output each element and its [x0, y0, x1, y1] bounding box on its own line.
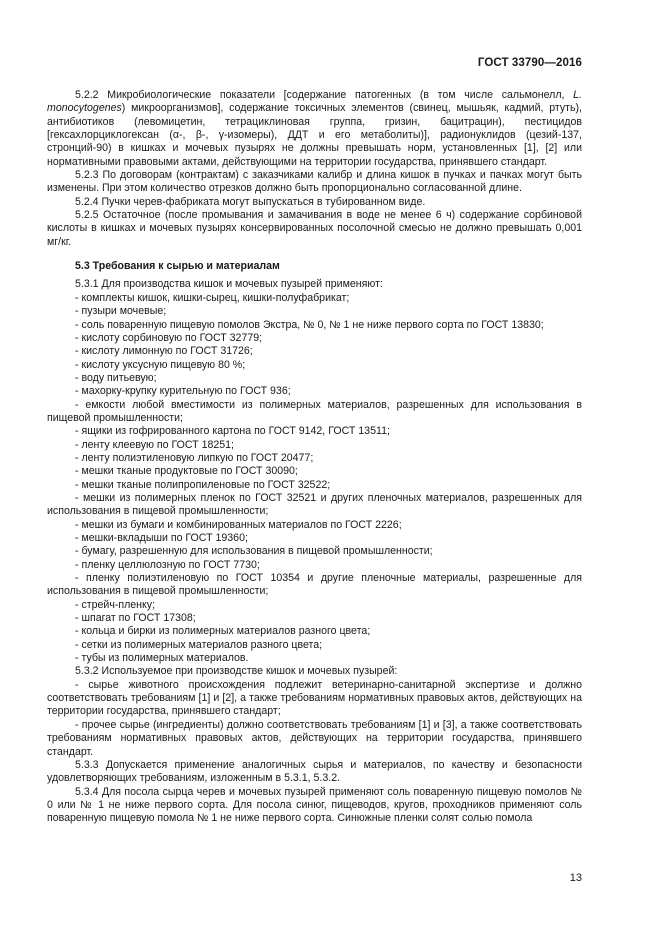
list-item: - комплекты кишок, кишки-сырец, кишки-полуфабрикат;: [75, 291, 350, 304]
list-item: - пленку полиэтиленовую по ГОСТ 10354 и другие пленочные материалы, разрешенные для использования в пищевой промышленности;: [47, 572, 582, 598]
list-item: - кислоту сорбиновую по ГОСТ 32779;: [75, 331, 263, 344]
list-item: - емкости любой вместимости из полимерных материалов, разрешенных для использования в пищевой промышленности;: [47, 398, 582, 424]
paragraph-5-3-2: 5.3.2 Используемое при производстве кишок и мочевых пузырей:: [75, 665, 398, 678]
document-standard-header: ГОСТ 33790—2016: [477, 57, 582, 69]
paragraph-5-2-2-latin-name: L. monocytogenes: [47, 89, 582, 115]
list-item: - шпагат по ГОСТ 17308;: [75, 612, 196, 625]
list-item: - ящики из гофрированного картона по ГОСТ 9142, ГОСТ 13511;: [75, 425, 390, 438]
paragraph-5-3-4: 5.3.4 Для посола сырца черев и мочевых пузырей применяют соль поваренную пищевую помолов № 0 или № 1 не ниже первого сорта. Для посола синюг, пищеводов, кругов, проходников применяют соль поваренную пищевую помола № 1 не ниже первого сорта. Синюжные пленки солят солью помола: [47, 785, 582, 825]
list-item: - сетки из полимерных материалов разного цвета;: [75, 638, 323, 651]
list-item: - тубы из полимерных материалов.: [75, 652, 249, 665]
list-item: - мешки из полимерных пленок по ГОСТ 32521 и других пленочных материалов, разрешенных для использования в пищевой промышленности;: [47, 491, 582, 518]
list-item: - махорку-крупку курительную по ГОСТ 936;: [75, 385, 291, 398]
list-item: - мешки из бумаги и комбинированных материалов по ГОСТ 2226;: [75, 518, 402, 531]
document-body: [47, 89, 582, 826]
paragraph-5-2-2: [47, 89, 582, 169]
list-item: - кольца и бирки из полимерных материалов разного цвета;: [75, 625, 371, 638]
list-item: - мешки тканые продуктовые по ГОСТ 30090;: [75, 465, 298, 478]
paragraph-5-2-5: 5.2.5 Остаточное (после промывания и замачивания в воде не менее 6 ч) содержание сорбиновой кислоты в кишках и мочевых пузырях консервированных посолочной смесью не должно превышать 0,001 мг/кг.: [47, 209, 582, 248]
page-number: 13: [569, 872, 582, 884]
list-item: - прочее сырье (ингредиенты) должно соответствовать требованиям [1] и [3], а также соответствовать требованиям нормативных правовых актов, действующих на территории государства, принявшего стандарт.: [47, 718, 582, 758]
list-item: - бумагу, разрешенную для использования в пищевой промышленности;: [75, 545, 433, 558]
list-item: - мешки тканые полипропиленовые по ГОСТ 32522;: [75, 478, 331, 491]
list-5-3-1: [47, 292, 582, 666]
paragraph-5-2-2-part1: 5.2.2 Микробиологические показатели [содержание патогенных (в том числе сальмонелл,: [75, 89, 574, 101]
list-item: - пузыри мочевые;: [75, 305, 167, 318]
list-item: - кислоту уксусную пищевую 80 %;: [75, 358, 246, 371]
paragraph-5-2-4: 5.2.4 Пучки черев-фабриката могут выпускаться в тубированном виде.: [75, 195, 426, 208]
paragraph-5-2-2-part2: ) микроорганизмов], содержание токсичных элементов (свинец, мышьяк, кадмий, ртуть), антибиотиков (левомицетин, тетрациклиновая группа, гризин, бацитрацин), пестицидов [гексахлорциклогексан (α-, β-, γ-изомеры), ДДТ и его метаболиты)], радионуклидов (цезий-137, стронций-90) в кишках и мочевых пузырях не должны превышать норм, установленных [1], [2] или нормативными правовыми актами, действующими на территории государства, принявшего стандарт.: [47, 102, 582, 168]
list-item: - воду питьевую;: [75, 371, 157, 384]
paragraph-5-3-3: 5.3.3 Допускается применение аналогичных сырья и материалов, по качеству и безопасности удовлетворяющих требованиям, изложенным в 5.3.1, 5.3.2.: [47, 758, 582, 785]
paragraph-5-2-3: 5.2.3 По договорам (контрактам) с заказчиками калибр и длина кишок в пучках и пачках могут быть изменены. При этом количество отрезков должно быть пропорционально согласованной длине.: [47, 169, 582, 195]
list-item: - соль поваренную пищевую помолов Экстра, № 0, № 1 не ниже первого сорта по ГОСТ 13830;: [75, 318, 544, 331]
list-item: - кислоту лимонную по ГОСТ 31726;: [75, 345, 253, 358]
section-5-3-title: 5.3 Требования к сырью и материалам: [75, 260, 280, 273]
list-item: - сырье животного происхождения подлежит ветеринарно-санитарной экспертизе и должно соответствовать требованиям [1] и [2], а также требованиям нормативных правовых актов, действующих на территории государства, принявшего стандарт;: [47, 678, 582, 718]
list-item: - мешки-вкладыши по ГОСТ 19360;: [75, 532, 248, 544]
list-item: - ленту полиэтиленовую липкую по ГОСТ 20477;: [75, 451, 314, 464]
paragraph-5-3-1: 5.3.1 Для производства кишок и мочевых пузырей применяют:: [75, 278, 383, 291]
list-item: - стрейч-пленку;: [75, 598, 156, 611]
list-item: - ленту клеевую по ГОСТ 18251;: [75, 438, 234, 451]
list-item: - пленку целлюлозную по ГОСТ 7730;: [75, 558, 260, 571]
